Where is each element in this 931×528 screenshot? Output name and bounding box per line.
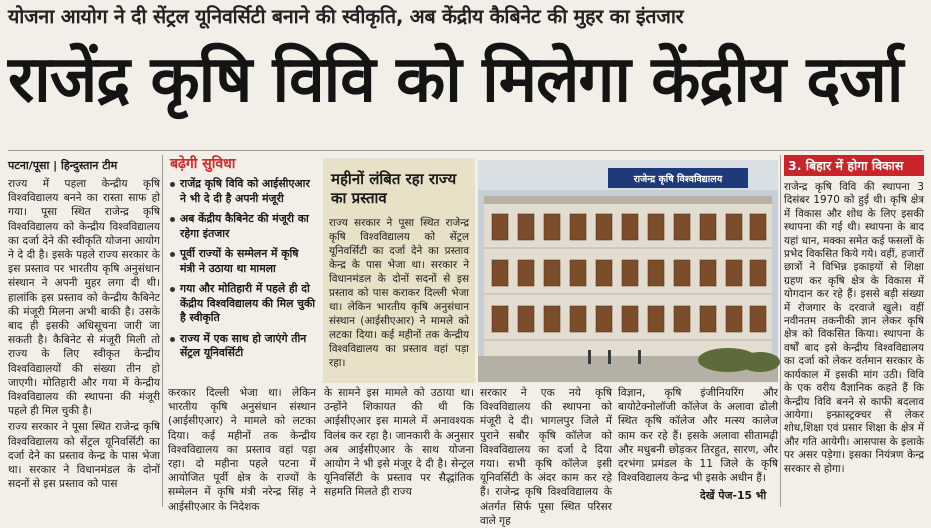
divider: [780, 155, 781, 507]
bihar-heading: 3. बिहार में होगा विकास: [784, 155, 924, 176]
divider: [162, 155, 163, 507]
pending-body: राज्य सरकार ने पूसा स्थित राजेन्द्र कृषि विश्वविद्यालय को सेंट्रल यूनिवर्सिटी का दर्जा देने का प्रस्ताव केन्द्र के पास भेजा था। सरकार ने विधानमंडल के दोनों सदनों से इस प्रस्ताव को पास कराकर दिल्ली भेजा था। लेकिन भारतीय कृषि अनुसंधान संस्थान (आईसीएआर) ने मामले को लटका दिया। कई महीनों तक केन्द्रीय विश्वविद्यालय का प्रस्ताव वहां पड़ा रहा।: [329, 217, 469, 369]
paragraph: राज्य में पहला केन्द्रीय कृषि विश्वविद्यालय बनने का रास्ता साफ हो गया। पूसा स्थित राजेन्द्र कृषि विश्वविद्यालय को केन्द्रीय विश्वविद्यालय का दर्जा देने की स्वीकृति योजना आयोग ने दे दी है। इसके पहले राज्य सरकार के इस प्रस्ताव पर भारतीय कृषि अनुसंधान संस्थान ने अपनी मुहर लगा दी थी। हालांकि इस प्रस्ताव को केन्द्रीय कैबिनेट की मंजूरी मिलना अभी बाकी है। उसके बाद ही इसकी अधिसूचना जारी जा सकती है। कैबिनेट से मंजूरी मिली तो राज्य के लिए स्वीकृत केन्द्रीय विश्वविद्यालयों की संख्या तीन हो जाएगी। मोतिहारी और गया में केन्द्रीय विश्वविद्यालय की स्थापना की मंजूरी पहले ही मिल चुकी है।: [8, 178, 160, 418]
see-more-link: देखें पेज-15 भी: [700, 489, 767, 502]
sub-headline: योजना आयोग ने दी सेंट्रल यूनिवर्सिटी बनाने की स्वीकृति, अब केंद्रीय कैबिनेट की मुहर का इंतजार: [8, 5, 684, 28]
list-item: अब केंद्रीय कैबिनेट की मंजूरी का रहेगा इंतजार: [170, 212, 316, 241]
building-image: [478, 160, 778, 382]
building-sign: राजेन्द्र कृषि विश्वविद्यालय: [633, 174, 723, 185]
paragraph: विज्ञान, कृषि इंजीनियरिंग और बायोटेक्नोलॉजी कॉलेज के अलावा ढोली स्थित कृषि कॉलेज और मत्स्य कालेज काम कर रहे हैं। इसके अलावा सीतामढ़ी और मधुबनी छोड़कर तिरहुत, सारण, और दरभंगा प्रमंडल के 11 जिले के कृषि विश्वविद्यालय केन्द्र भी इसके अधीन हैं।: [618, 387, 778, 485]
feature-box: [166, 152, 316, 380]
list-item: गया और मोतिहारी में पहले ही दो केंद्रीय विश्वविद्यालय की मिल चुकी है स्वीकृति: [170, 282, 316, 326]
dateline: पटना/पूसा | हिन्दुस्तान टीम: [8, 159, 118, 172]
building-photo: [478, 160, 778, 382]
feature-heading: बढ़ेगी सुविधा: [170, 156, 236, 172]
paragraph: के सामने इस मामले को उठाया था। उन्होंने शिकायत की थी कि आईसीएआर इस मामले में अनावश्यक विलंब कर रहा है। जानकारी के अनुसार अब आईसीएआर के साथ योजना आयोग ने भी इसे मंजूर दे दी है। सेन्ट्रल यूनिवर्सिटी के प्रस्ताव पर सैद्धांतिक सहमति मिलते ही राज्य: [324, 387, 474, 499]
divider: [8, 150, 923, 151]
paragraph: करकार दिल्ली भेजा था। लेकिन भारतीय कृषि अनुसंधान संस्थान (आईसीएआर) ने मामले को लटका दिया। कई महीनों तक केन्द्रीय विश्वविद्यालय का प्रस्ताव वहां पड़ा रहा। दो महीना पहले पटना में आयोजित पूर्वी क्षेत्र के राज्यों के सम्मेलन में कृषि मंत्री नरेन्द्र सिंह ने आईसीएआर के निदेशक: [168, 387, 316, 513]
paragraph: सरकार ने एक नये कृषि विश्वविद्यालय की स्थापना को मंजूरी दे दी। भागलपुर जिले में पुराने सबौर कृषि कॉलेज को विश्वविद्यालय का दर्जा दे दिया गया। सभी कृषि कॉलेज इसी यूनिवर्सिटी के अंदर काम कर रहे हैं। राजेन्द्र कृषि विश्वविद्यालय के अंतर्गत सिर्फ पूसा स्थित परिसर वाले गृह: [480, 387, 612, 527]
paragraph: राज्य सरकार ने पूसा स्थित राजेन्द्र कृषि विश्वविद्यालय को सेंट्रल यूनिवर्सिटी का दर्जा देने का प्रस्ताव केन्द्र के पास भेजा था। सरकार ने विधानमंडल के दोनों सदनों से इस प्रस्ताव को पास: [8, 421, 160, 491]
list-item: राज्य में एक साथ हो जाएंगे तीन सेंट्रल यूनिवर्सिटी: [170, 332, 316, 361]
main-headline: राजेंद्र कृषि विवि को मिलेगा केंद्रीय दर्जा: [8, 43, 903, 117]
column-1: [8, 177, 160, 507]
list-item: राजेंद्र कृषि विवि को आईसीएआर ने भी दे दी है अपनी मंजूरी: [170, 177, 316, 206]
column-5: [618, 386, 778, 486]
bihar-box: [784, 155, 924, 507]
column-3: [324, 386, 474, 507]
pending-heading: महीनों लंबित रहा राज्य का प्रस्ताव: [331, 170, 457, 207]
feature-list: [166, 177, 316, 361]
pending-box: [323, 158, 475, 383]
column-4: [480, 386, 612, 527]
column-2: [168, 386, 316, 513]
bihar-body: राजेन्द्र कृषि विवि की स्थापना 3 दिसंबर 1970 को हुई थी। कृषि क्षेत्र में विकास और शोध के लिए इसकी स्थापना की गई थी। स्थापना के बाद यहां धान, मक्का समेत कई फसलों के प्रभेद विकसित किये गये। वहीं, हजारों छात्रों ने विभिन्न इकाइयों से शिक्षा ग्रहण कर कृषि क्षेत्र के विकास में योगदान कर रहे हैं। इससे बड़ी संख्या में रोजगार के दरवाजे खुले। वहीं नवीनतम तकनीकी ज्ञान लेकर कृषि क्षेत्र को विकसित किया। स्थापना के वर्षों बाद इसे केन्द्रीय विश्वविद्यालय का दर्जा को लेकर वर्तमान सरकार के कार्यकाल में इसकी मांग उठी। विवि के एक वरीय वैज्ञानिक कहते हैं कि केन्द्रीय विवि बनने से काफी बदलाव आयेगा। इन्फ्रास्ट्रक्चर से लेकर शोध,शिक्षा एवं प्रसार शिक्षा के क्षेत्र में और गति आयेगी। आसपास के इलाके पर असर पड़ेगा। इसका नियंत्रण केन्द्र सरकार से होगा।: [784, 181, 924, 475]
list-item: पूर्वी राज्यों के सम्मेलन में कृषि मंत्री ने उठाया था मामला: [170, 247, 316, 276]
